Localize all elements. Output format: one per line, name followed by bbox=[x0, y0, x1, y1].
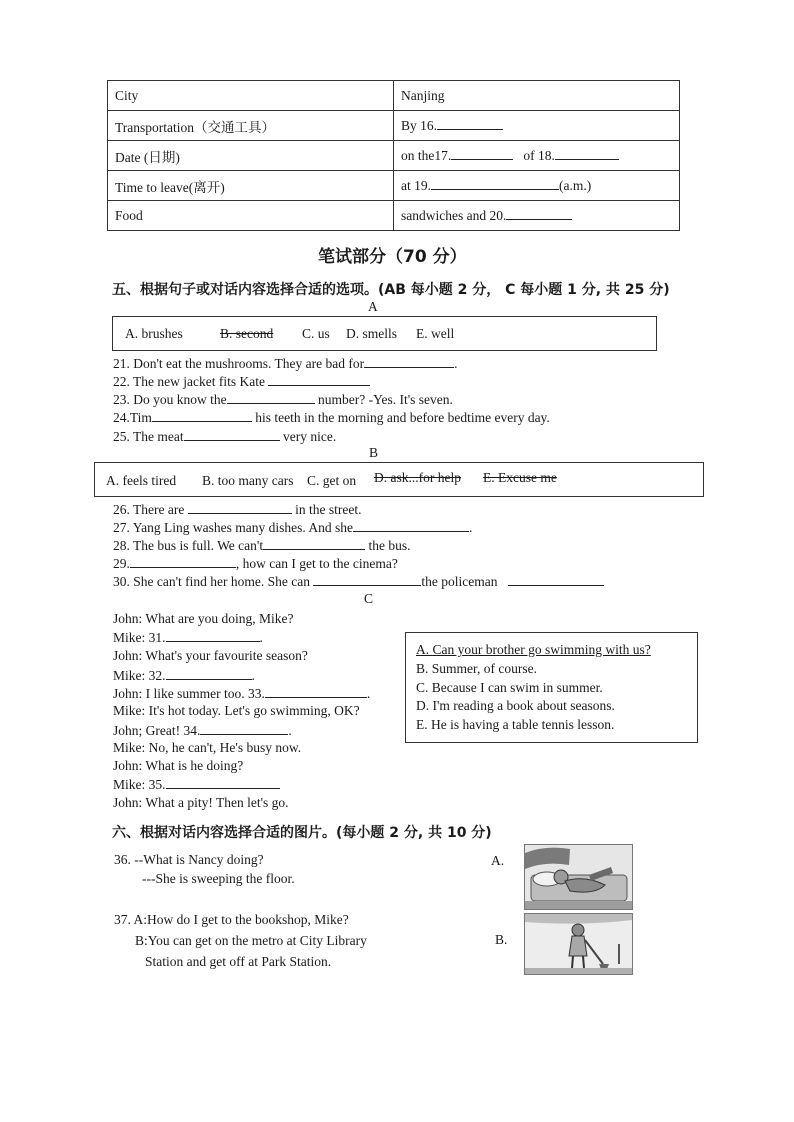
option-b-text: B. second bbox=[220, 326, 274, 341]
question-26 bbox=[113, 501, 361, 518]
question-36-line2: ---She is sweeping the floor. bbox=[142, 871, 295, 886]
dialogue-line: John: What are you doing, Mike? bbox=[113, 611, 294, 626]
picture-label-b: B. bbox=[495, 932, 508, 947]
answer-blank[interactable] bbox=[508, 573, 604, 586]
value-text: By 16. bbox=[401, 118, 438, 133]
dialogue-text: Mike: 32. bbox=[113, 668, 166, 683]
table-cell-value bbox=[394, 201, 680, 231]
dialogue-line-33: John: I like summer too. 33. . bbox=[113, 686, 371, 701]
answer-blank[interactable] bbox=[166, 629, 260, 642]
written-section-title: 笔试部分（70 分） bbox=[318, 247, 467, 267]
dialogue-line-32: Mike: 32. . bbox=[113, 668, 255, 683]
answer-blank[interactable] bbox=[265, 685, 367, 698]
question-22 bbox=[113, 373, 370, 390]
answer-blank[interactable] bbox=[431, 177, 559, 190]
table-row bbox=[108, 141, 680, 171]
question-37-line3: Station and get off at Park Station. bbox=[145, 954, 332, 969]
dialogue-line-35 bbox=[113, 776, 280, 793]
option-d-text: D. ask...for help bbox=[374, 470, 461, 485]
answer-blank[interactable] bbox=[555, 147, 619, 160]
option-a-text: A. Can your brother go swimming with us? bbox=[416, 642, 651, 657]
question-text: 26. There are bbox=[113, 502, 185, 517]
picture-b-illustration bbox=[525, 914, 632, 974]
option-a bbox=[416, 642, 651, 658]
table-cell-value bbox=[394, 141, 680, 171]
answer-blank[interactable] bbox=[506, 207, 572, 220]
option-e: E. He is having a table tennis lesson. bbox=[416, 717, 615, 732]
part-b-options-box bbox=[94, 462, 704, 497]
dialogue-text: John: I like summer too. 33. bbox=[113, 686, 265, 701]
table-cell-label: Transportation（交通工具） bbox=[108, 111, 394, 141]
question-text: . bbox=[469, 520, 473, 535]
option-a: A. feels tired bbox=[106, 473, 177, 488]
dialogue-line: Mike: It's hot today. Let's go swimming, OK? bbox=[113, 703, 360, 718]
question-text: 27. Yang Ling washes many dishes. And she bbox=[113, 520, 353, 535]
answer-blank[interactable] bbox=[268, 373, 370, 386]
option-c: C. get on bbox=[307, 473, 357, 488]
part-b-letter: B bbox=[369, 445, 379, 460]
question-text: number? -Yes. It's seven. bbox=[318, 392, 453, 407]
table-row bbox=[108, 81, 680, 111]
question-23 bbox=[113, 391, 453, 408]
question-text: . bbox=[454, 356, 458, 371]
question-21 bbox=[113, 355, 458, 372]
table-row bbox=[108, 201, 680, 231]
question-text: the bus. bbox=[368, 538, 411, 553]
dialogue-text: Mike: 35. bbox=[113, 777, 166, 792]
option-e: E. well bbox=[416, 326, 455, 341]
option-b: B. Summer, of course. bbox=[416, 661, 537, 676]
table-cell-value: Nanjing bbox=[394, 81, 680, 111]
question-36-line1: 36. --What is Nancy doing? bbox=[114, 852, 264, 867]
answer-blank[interactable] bbox=[437, 117, 503, 130]
section6-heading: 六、根据对话内容选择合适的图片。(每小题 2 分, 共 10 分) bbox=[112, 825, 492, 841]
answer-blank[interactable] bbox=[184, 428, 280, 441]
value-text: (a.m.) bbox=[559, 178, 592, 193]
answer-blank[interactable] bbox=[188, 501, 292, 514]
question-text: his teeth in the morning and before bedtime every day. bbox=[255, 410, 550, 425]
option-c: C. us bbox=[302, 326, 330, 341]
table-cell-value bbox=[394, 171, 680, 201]
value-text: at 19. bbox=[401, 178, 431, 193]
answer-blank[interactable] bbox=[152, 409, 252, 422]
answer-blank[interactable] bbox=[130, 555, 236, 568]
picture-a-illustration bbox=[525, 845, 632, 909]
table-row bbox=[108, 171, 680, 201]
dialogue-line-34: John; Great! 34. . bbox=[113, 723, 292, 738]
question-37-line1: 37. A:How do I get to the bookshop, Mike? bbox=[114, 912, 349, 927]
question-27 bbox=[113, 519, 472, 536]
answer-blank[interactable] bbox=[200, 722, 288, 735]
value-text: sandwiches and 20. bbox=[401, 208, 507, 223]
table-cell-label: Time to leave(离开) bbox=[108, 171, 394, 201]
question-text: 23. Do you know the bbox=[113, 392, 227, 407]
part-c-letter: C bbox=[364, 591, 374, 606]
dialogue-line: John: What a pity! Then let's go. bbox=[113, 795, 289, 810]
question-text: 29. bbox=[113, 556, 130, 571]
option-e bbox=[483, 470, 557, 486]
dialogue-text: John; Great! 34. bbox=[113, 723, 201, 738]
question-text: 30. She can't find her home. She can bbox=[113, 574, 311, 589]
question-text: the policeman bbox=[421, 574, 498, 589]
question-37-line2: B:You can get on the metro at City Library bbox=[135, 933, 367, 948]
table-row bbox=[108, 111, 680, 141]
answer-blank[interactable] bbox=[364, 355, 454, 368]
question-24 bbox=[113, 409, 550, 426]
part-c-options-box bbox=[405, 632, 698, 743]
part-a-options-box bbox=[112, 316, 657, 351]
question-28 bbox=[113, 537, 410, 554]
answer-blank[interactable] bbox=[451, 147, 513, 160]
option-b: B. too many cars bbox=[202, 473, 294, 488]
option-c: C. Because I can swim in summer. bbox=[416, 680, 603, 695]
question-text: 28. The bus is full. We can't bbox=[113, 538, 264, 553]
value-text: on the17. bbox=[401, 148, 452, 163]
option-d: D. smells bbox=[346, 326, 398, 341]
question-text: in the street. bbox=[295, 502, 362, 517]
question-text: 24.Tim bbox=[113, 410, 152, 425]
picture-label-a: A. bbox=[491, 853, 505, 868]
answer-blank[interactable] bbox=[227, 391, 315, 404]
dialogue-line-31: Mike: 31. . bbox=[113, 630, 263, 645]
dialogue-text: Mike: 31. bbox=[113, 630, 166, 645]
picture-a-sleeping-child[interactable] bbox=[524, 844, 633, 910]
option-a: A. brushes bbox=[125, 326, 183, 341]
answer-blank[interactable] bbox=[166, 667, 252, 680]
option-d: D. I'm reading a book about seasons. bbox=[416, 698, 615, 713]
option-b bbox=[220, 326, 273, 342]
section5-heading: 五、根据句子或对话内容选择合适的选项。(AB 每小题 2 分， C 每小题 1 分, 共 25 分) bbox=[112, 282, 670, 298]
question-30 bbox=[113, 573, 604, 590]
option-d bbox=[374, 470, 461, 486]
question-text: 21. Don't eat the mushrooms. They are bad for bbox=[113, 356, 365, 371]
answer-blank[interactable] bbox=[353, 519, 469, 532]
value-text: of 18. bbox=[523, 148, 555, 163]
table-cell-value bbox=[394, 111, 680, 141]
question-25 bbox=[113, 428, 336, 445]
option-e-text: E. Excuse me bbox=[483, 470, 557, 485]
table-cell-label: City bbox=[108, 81, 394, 111]
answer-blank[interactable] bbox=[313, 573, 421, 586]
question-text: , how can I get to the cinema? bbox=[235, 556, 398, 571]
table-cell-label: Date (日期) bbox=[108, 141, 394, 171]
dialogue-line: Mike: No, he can't, He's busy now. bbox=[113, 740, 302, 755]
answer-blank[interactable] bbox=[263, 537, 365, 550]
question-29 bbox=[113, 555, 398, 572]
question-text: very nice. bbox=[282, 429, 337, 444]
part-a-letter: A bbox=[368, 299, 378, 314]
info-table bbox=[107, 80, 680, 231]
answer-blank[interactable] bbox=[166, 776, 280, 789]
picture-b-sweeping-girl[interactable] bbox=[524, 913, 633, 975]
dialogue-line: John: What is he doing? bbox=[113, 758, 244, 773]
question-text: 25. The meat bbox=[113, 429, 184, 444]
table-cell-label: Food bbox=[108, 201, 394, 231]
question-text: 22. The new jacket fits Kate bbox=[113, 374, 265, 389]
dialogue-line: John: What's your favourite season? bbox=[113, 648, 308, 663]
